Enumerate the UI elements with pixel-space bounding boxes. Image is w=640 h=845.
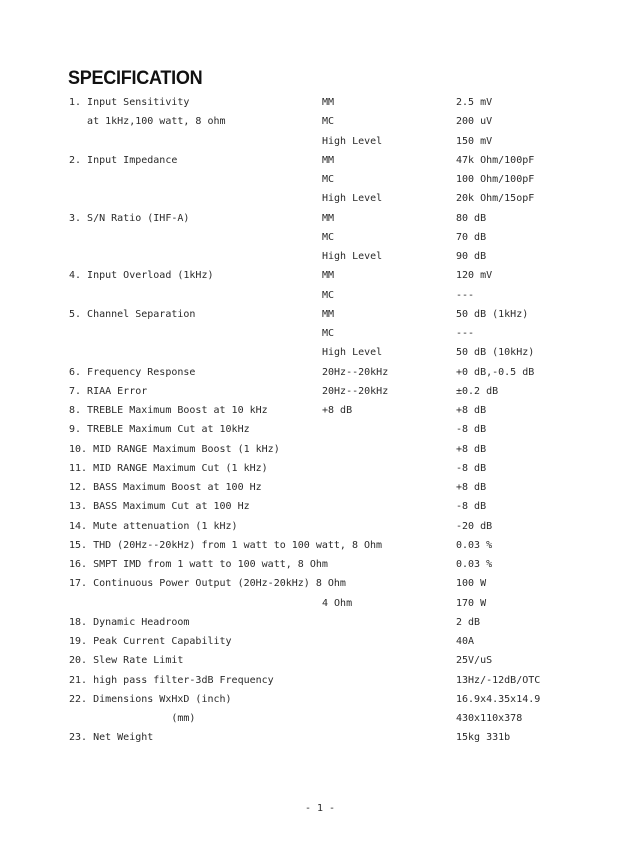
spec-value: 170 W [456,597,487,609]
spec-value: 70 dB [456,231,487,243]
spec-row [0,555,640,574]
spec-value: 430x110x378 [456,713,523,724]
spec-condition: 20Hz--20kHz [322,366,389,378]
spec-value: 150 mV [456,135,493,147]
spec-condition: MM [322,270,335,282]
spec-condition: MM [322,97,335,108]
spec-value: 0.03 % [456,539,493,551]
spec-value: +8 dB [456,482,487,493]
spec-condition: MC [322,289,335,301]
spec-row [0,343,640,362]
spec-condition: MM [322,212,335,224]
spec-item-label: 23. Net Weight [69,732,154,744]
spec-value: 200 uV [456,116,493,128]
spec-row [0,112,640,131]
spec-row [0,170,640,189]
spec-item-label: 14. Mute attenuation (1 kHz) [69,520,238,532]
spec-condition: +8 dB [322,405,353,416]
spec-item-label: 2. Input Impedance [69,154,178,166]
spec-value: -20 dB [456,520,493,532]
spec-value: -8 dB [456,462,487,474]
spec-row [0,690,640,709]
spec-item-label: 11. MID RANGE Maximum Cut (1 kHz) [69,462,268,474]
spec-value: 16.9x4.35x14.9 [456,693,541,705]
spec-row [0,517,640,536]
spec-condition: MC [322,231,335,243]
spec-row [0,305,640,324]
spec-value: 2 dB [456,616,481,628]
spec-row [0,382,640,401]
spec-condition: 20Hz--20kHz [322,385,389,397]
spec-item-label: 3. S/N Ratio (IHF-A) [69,212,190,224]
spec-row [0,613,640,632]
spec-condition: High Level [322,193,383,205]
spec-condition: MC [322,116,335,128]
spec-condition: 4 Ohm [322,597,353,609]
spec-value: 47k Ohm/100pF [456,154,535,166]
spec-value: 2.5 mV [456,97,493,108]
spec-row [0,459,640,478]
spec-item-label: 8. TREBLE Maximum Boost at 10 kHz [69,405,268,416]
spec-row [0,574,640,593]
spec-value: 40A [456,636,475,647]
spec-row [0,228,640,247]
spec-item-label: 17. Continuous Power Output (20Hz-20kHz) 8 Ohm [69,578,346,590]
spec-row [0,132,640,151]
spec-value: +8 dB [456,405,487,416]
spec-row [0,478,640,497]
spec-value: 120 mV [456,270,493,282]
spec-condition: MM [322,308,335,320]
spec-item-label: 21. high pass filter-3dB Frequency [69,674,274,686]
spec-value: +8 dB [456,443,487,455]
spec-row [0,651,640,670]
spec-item-label: (mm) [69,713,196,724]
spec-row [0,209,640,228]
spec-item-label: 16. SMPT IMD from 1 watt to 100 watt, 8 Ohm [69,559,328,570]
spec-item-label: 4. Input Overload (1kHz) [69,270,214,282]
spec-item-label: 5. Channel Separation [69,308,196,320]
spec-row [0,536,640,555]
spec-value: 80 dB [456,212,487,224]
spec-value: -8 dB [456,424,487,436]
spec-value: +0 dB,-0.5 dB [456,366,535,378]
spec-row [0,440,640,459]
spec-item-label: 19. Peak Current Capability [69,636,232,647]
spec-item-label: 6. Frequency Response [69,366,196,378]
spec-row [0,324,640,343]
page-number: - 1 - [304,803,336,814]
spec-row [0,497,640,516]
spec-value: 15kg 331b [456,732,511,744]
spec-row [0,420,640,439]
spec-item-label: 15. THD (20Hz--20kHz) from 1 watt to 100 watt, 8 Ohm [69,539,383,551]
spec-value: 100 Ohm/100pF [456,174,535,185]
spec-item-label: 9. TREBLE Maximum Cut at 10kHz [69,424,250,436]
spec-item-label: 10. MID RANGE Maximum Boost (1 kHz) [69,443,280,455]
spec-value: 50 dB (10kHz) [456,347,535,359]
spec-value: 0.03 % [456,559,493,570]
spec-condition: High Level [322,347,383,359]
spec-row [0,594,640,613]
spec-row [0,93,640,112]
spec-row [0,728,640,747]
spec-row [0,151,640,170]
spec-item-label: 12. BASS Maximum Boost at 100 Hz [69,482,262,493]
page-title: SPECIFICATION [68,68,203,89]
spec-value: --- [456,328,475,339]
spec-value: -8 dB [456,501,487,513]
spec-item-label: 7. RIAA Error [69,385,148,397]
spec-value: --- [456,289,475,301]
spec-table [0,93,640,748]
spec-value: 13Hz/-12dB/OTC [456,674,541,686]
spec-row [0,632,640,651]
spec-item-label: at 1kHz,100 watt, 8 ohm [69,116,226,128]
spec-value: 100 W [456,578,487,590]
spec-row [0,401,640,420]
spec-condition: High Level [322,135,383,147]
spec-value: 20k Ohm/15opF [456,193,535,205]
spec-row [0,709,640,728]
spec-value: 90 dB [456,251,487,262]
spec-value: ±0.2 dB [456,385,499,397]
spec-value: 25V/uS [456,655,493,667]
spec-row [0,286,640,305]
spec-item-label: 20. Slew Rate Limit [69,655,184,667]
spec-condition: MC [322,174,335,185]
spec-item-label: 1. Input Sensitivity [69,97,190,108]
spec-row [0,266,640,285]
spec-condition: High Level [322,251,383,262]
spec-value: 50 dB (1kHz) [456,308,529,320]
spec-item-label: 13. BASS Maximum Cut at 100 Hz [69,501,250,513]
spec-row [0,363,640,382]
spec-row [0,247,640,266]
spec-item-label: 22. Dimensions WxHxD (inch) [69,693,232,705]
spec-row [0,189,640,208]
spec-condition: MC [322,328,335,339]
spec-item-label: 18. Dynamic Headroom [69,616,190,628]
spec-row [0,671,640,690]
spec-condition: MM [322,154,335,166]
